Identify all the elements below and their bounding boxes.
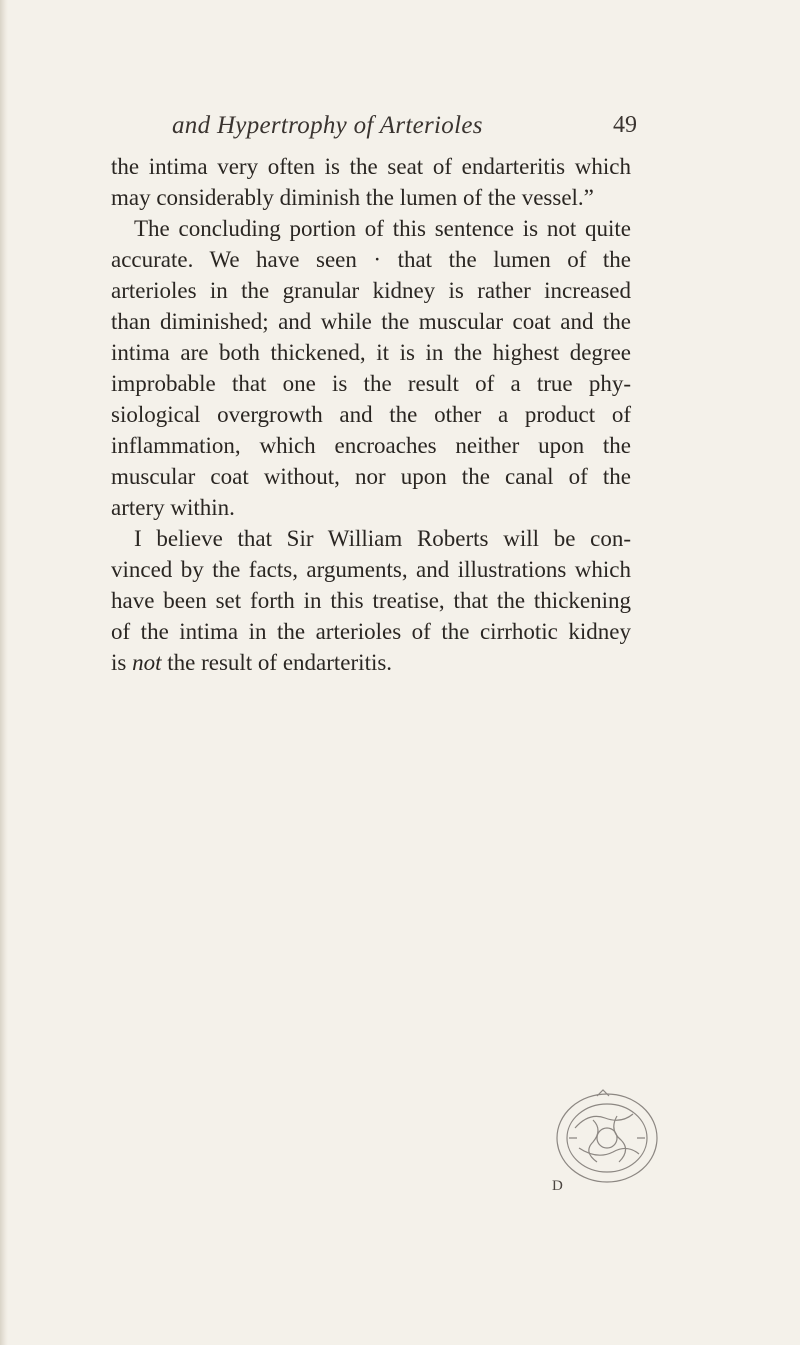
library-stamp-seal <box>535 1080 660 1190</box>
stamp-letter: D <box>552 1178 563 1194</box>
text-line: The concluding portion of this sentence is not quite <box>134 216 631 241</box>
text-line: vinced by the facts, arguments, and illustrations which <box>111 557 631 582</box>
last-line-prefix: is <box>111 650 133 675</box>
text-line: arterioles in the granular kidney is rather increased <box>111 278 631 303</box>
text-line: improbable that one is the result of a true phy- <box>111 371 631 396</box>
text-line: have been set forth in this treatise, that the thickening <box>111 588 631 613</box>
text-line: siological overgrowth and the other a product of <box>111 402 631 427</box>
text-line: intima are both thickened, it is in the highest degree <box>111 340 631 365</box>
text-line: inflammation, which encroaches neither upon the <box>111 433 631 458</box>
running-title: and Hypertrophy of Arterioles <box>172 112 483 139</box>
text-line: of the intima in the arterioles of the cirrhotic kidney <box>111 619 631 644</box>
text-line: artery within. <box>111 495 235 520</box>
page-edge <box>0 0 8 1345</box>
page-number: 49 <box>613 112 637 138</box>
text-line-last <box>111 647 631 678</box>
text-line: the intima very often is the seat of endarteritis which <box>111 154 631 179</box>
emphasis-not: not <box>132 650 162 675</box>
text-line: I believe that Sir William Roberts will be con- <box>134 526 631 551</box>
last-line-suffix: the result of endarteritis. <box>161 650 393 675</box>
body-text <box>111 151 631 678</box>
text-line: than diminished; and while the muscular coat and the <box>111 309 631 334</box>
text-line: muscular coat without, nor upon the canal of the <box>111 464 631 489</box>
text-line: accurate. We have seen · that the lumen of the <box>111 247 631 272</box>
text-line: may considerably diminish the lumen of the vessel.” <box>111 185 594 210</box>
running-head <box>0 112 800 142</box>
